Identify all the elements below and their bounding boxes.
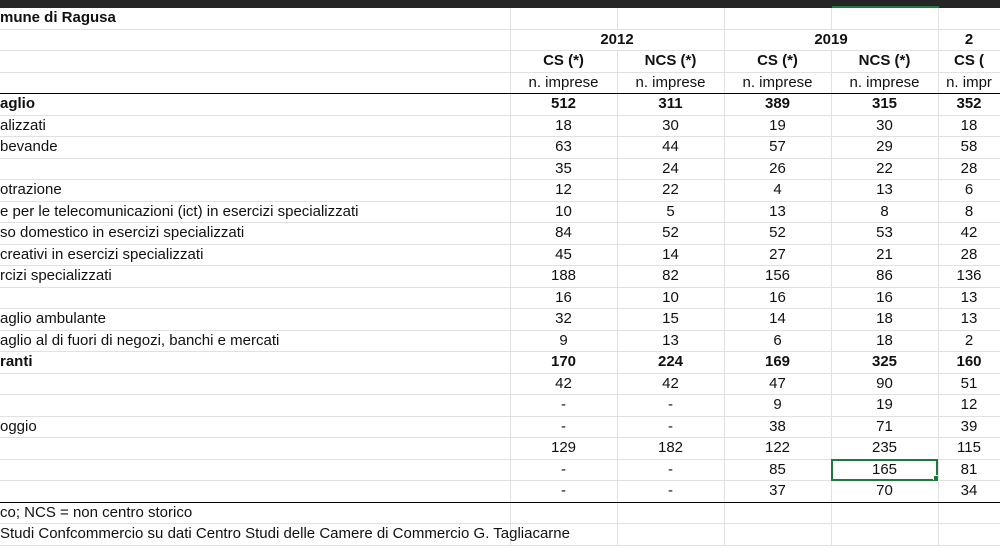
row-label[interactable]: alizzati [0,115,510,137]
table-row [0,244,1000,266]
year-header-row [0,29,1000,51]
data-cell[interactable]: - [617,459,724,481]
footnote[interactable]: Studi Confcommercio su dati Centro Studi delle Camere di Commercio G. Tagliacarne [0,524,510,546]
data-cell[interactable]: 13 [617,330,724,352]
table-row [0,395,1000,417]
col-header[interactable]: CS (*) [510,51,617,73]
unit-header[interactable]: n. impr [938,72,1000,94]
data-cell[interactable]: 188 [510,266,617,288]
data-cell[interactable]: 35 [510,158,617,180]
table-row [0,137,1000,159]
data-cell[interactable]: 18 [831,330,938,352]
year-header-2019[interactable]: 2019 [724,29,938,51]
data-cell[interactable]: 32 [510,309,617,331]
row-label[interactable] [0,373,510,395]
data-cell[interactable]: 4 [724,180,831,202]
row-label[interactable]: rcizi specializzati [0,266,510,288]
row-label[interactable] [0,158,510,180]
col-header[interactable]: NCS (*) [831,51,938,73]
row-label[interactable]: e per le telecomunicazioni (ict) in esercizi specializzati [0,201,510,223]
table-row [0,481,1000,503]
row-label[interactable]: oggio [0,416,510,438]
data-cell[interactable]: 27 [724,244,831,266]
data-cell[interactable]: 90 [831,373,938,395]
data-cell[interactable]: 13 [724,201,831,223]
data-cell[interactable]: 136 [938,266,1000,288]
data-cell[interactable]: 160 [938,352,1000,374]
data-cell[interactable]: - [617,481,724,503]
table-row [0,373,1000,395]
data-cell[interactable]: 169 [724,352,831,374]
data-cell[interactable]: 16 [831,287,938,309]
data-cell[interactable]: 12 [510,180,617,202]
data-cell[interactable]: 26 [724,158,831,180]
unit-header[interactable]: n. imprese [831,72,938,94]
data-cell[interactable]: 16 [510,287,617,309]
row-label[interactable] [0,481,510,503]
data-cell[interactable]: 12 [938,395,1000,417]
data-cell[interactable]: 9 [510,330,617,352]
table-row [0,158,1000,180]
data-cell[interactable]: 63 [510,137,617,159]
column-header-row [0,51,1000,73]
table-row [0,180,1000,202]
unit-header-row [0,72,1000,94]
data-cell[interactable]: 182 [617,438,724,460]
table-row [0,115,1000,137]
data-cell[interactable]: 38 [724,416,831,438]
row-label[interactable] [0,287,510,309]
year-header-next[interactable]: 2 [938,29,1000,51]
data-cell[interactable]: 10 [510,201,617,223]
row-label[interactable]: bevande [0,137,510,159]
data-cell[interactable]: 5 [617,201,724,223]
footnote-row [0,524,1000,546]
data-table [0,8,1000,546]
data-cell[interactable]: 82 [617,266,724,288]
data-cell[interactable]: 8 [938,201,1000,223]
data-cell[interactable]: 24 [617,158,724,180]
footnote-row [0,502,1000,524]
footnote[interactable]: co; NCS = non centro storico [0,502,510,524]
data-cell[interactable]: - [510,395,617,417]
data-cell[interactable]: 28 [938,158,1000,180]
data-cell[interactable]: 52 [724,223,831,245]
data-cell[interactable]: 224 [617,352,724,374]
data-cell[interactable]: 42 [938,223,1000,245]
data-cell[interactable]: 14 [617,244,724,266]
data-cell[interactable]: 71 [831,416,938,438]
data-cell[interactable]: - [617,416,724,438]
unit-header[interactable]: n. imprese [617,72,724,94]
data-cell[interactable]: - [510,416,617,438]
data-cell[interactable]: 30 [617,115,724,137]
table-row [0,352,1000,374]
data-cell[interactable]: 129 [510,438,617,460]
data-cell[interactable]: 122 [724,438,831,460]
table-row [0,223,1000,245]
data-cell[interactable]: 34 [938,481,1000,503]
data-cell[interactable]: 115 [938,438,1000,460]
data-cell[interactable]: 389 [724,94,831,116]
row-label[interactable]: aglio ambulante [0,309,510,331]
data-cell[interactable]: 19 [831,395,938,417]
row-label[interactable]: otrazione [0,180,510,202]
row-label[interactable]: aglio [0,94,510,116]
data-cell[interactable]: 22 [831,158,938,180]
data-cell[interactable]: 325 [831,352,938,374]
table-row [0,438,1000,460]
data-cell[interactable]: 37 [724,481,831,503]
data-cell[interactable]: 42 [510,373,617,395]
table-row [0,459,1000,481]
data-cell[interactable]: 45 [510,244,617,266]
data-cell[interactable]: 47 [724,373,831,395]
data-cell[interactable]: 39 [938,416,1000,438]
data-cell[interactable]: 170 [510,352,617,374]
table-row [0,330,1000,352]
row-label[interactable] [0,438,510,460]
col-header[interactable]: CS ( [938,51,1000,73]
data-cell[interactable]: 16 [724,287,831,309]
data-cell[interactable]: 18 [831,309,938,331]
data-cell[interactable]: 53 [831,223,938,245]
data-cell[interactable]: 512 [510,94,617,116]
data-cell[interactable]: 8 [831,201,938,223]
table-row [0,416,1000,438]
data-cell[interactable]: 70 [831,481,938,503]
row-label[interactable]: aglio al di fuori di negozi, banchi e mercati [0,330,510,352]
row-label[interactable] [0,459,510,481]
data-cell[interactable]: 9 [724,395,831,417]
year-header-2012[interactable]: 2012 [510,29,724,51]
data-cell[interactable]: 52 [617,223,724,245]
table-row [0,266,1000,288]
data-cell[interactable]: 22 [617,180,724,202]
table-row [0,201,1000,223]
table-row [0,309,1000,331]
data-cell[interactable]: 235 [831,438,938,460]
data-cell[interactable]: 13 [938,287,1000,309]
col-header[interactable]: CS (*) [724,51,831,73]
data-cell[interactable]: 156 [724,266,831,288]
data-cell[interactable]: 15 [617,309,724,331]
data-cell[interactable]: 2 [938,330,1000,352]
data-cell[interactable]: 21 [831,244,938,266]
data-cell[interactable]: 84 [510,223,617,245]
data-cell[interactable]: 311 [617,94,724,116]
data-cell[interactable]: - [510,459,617,481]
data-cell[interactable]: 57 [724,137,831,159]
data-cell[interactable]: 6 [938,180,1000,202]
data-cell[interactable]: - [510,481,617,503]
data-cell[interactable]: 29 [831,137,938,159]
sheet-top-bar [0,0,1000,8]
row-label[interactable]: so domestico in esercizi specializzati [0,223,510,245]
data-cell[interactable]: 44 [617,137,724,159]
row-label[interactable]: creativi in esercizi specializzati [0,244,510,266]
data-cell[interactable]: 18 [510,115,617,137]
data-cell[interactable]: 18 [938,115,1000,137]
unit-header[interactable]: n. imprese [510,72,617,94]
data-cell[interactable]: 14 [724,309,831,331]
col-header[interactable]: NCS (*) [617,51,724,73]
data-cell[interactable]: 352 [938,94,1000,116]
table-row [0,94,1000,116]
data-cell[interactable]: 10 [617,287,724,309]
data-cell[interactable]: 81 [938,459,1000,481]
table-row [0,287,1000,309]
data-cell[interactable]: - [617,395,724,417]
data-cell[interactable]: 13 [831,180,938,202]
title-row [0,8,1000,29]
data-cell[interactable]: 86 [831,266,938,288]
data-cell[interactable]: 28 [938,244,1000,266]
spreadsheet-grid[interactable] [0,8,1000,556]
data-cell[interactable]: 19 [724,115,831,137]
data-cell[interactable]: 6 [724,330,831,352]
data-cell[interactable]: 58 [938,137,1000,159]
unit-header[interactable]: n. imprese [724,72,831,94]
data-cell[interactable]: 85 [724,459,831,481]
data-cell[interactable]: 13 [938,309,1000,331]
data-cell[interactable]: 165 [831,459,938,481]
row-label[interactable] [0,395,510,417]
sheet-title[interactable]: mune di Ragusa [0,8,510,29]
data-cell[interactable]: 51 [938,373,1000,395]
row-label[interactable]: ranti [0,352,510,374]
data-cell[interactable]: 30 [831,115,938,137]
data-cell[interactable]: 315 [831,94,938,116]
data-cell[interactable]: 42 [617,373,724,395]
